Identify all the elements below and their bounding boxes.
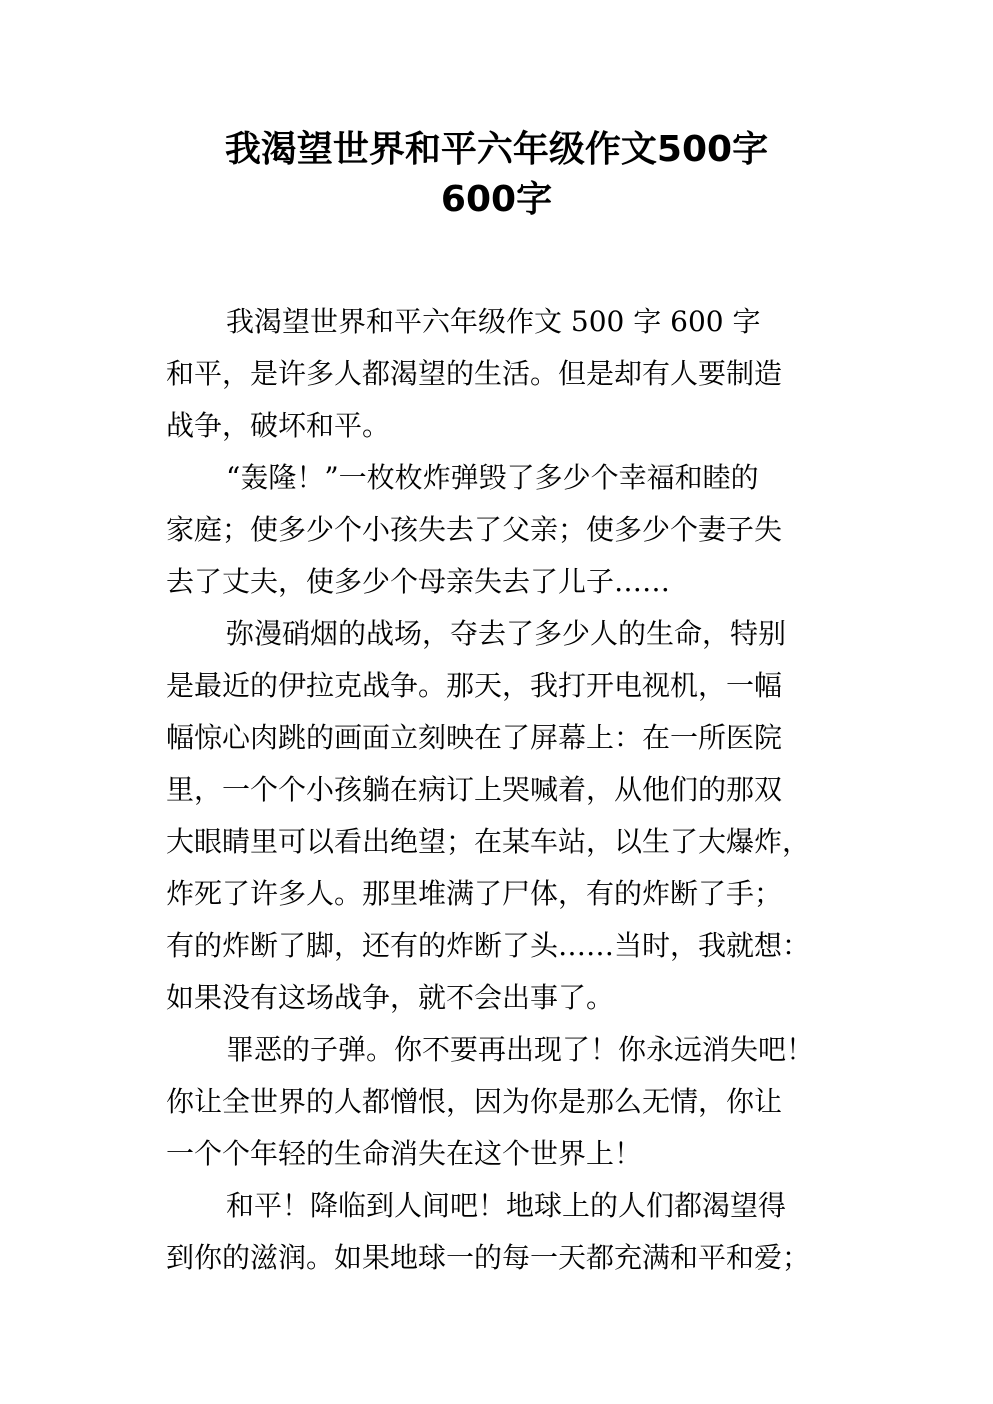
body-line: 如果没有这场战争，就不会出事了。	[166, 981, 615, 1014]
body-line: 家庭；使多少个小孩失去了父亲；使多少个妻子失	[166, 513, 783, 546]
body-line: 去了丈夫，使多少个母亲失去了儿子……	[166, 565, 671, 598]
body-line: 幅惊心肉跳的画面立刻映在了屏幕上：在一所医院	[166, 721, 783, 754]
body-line: 大眼睛里可以看出绝望；在某车站，以生了大爆炸，	[166, 825, 811, 858]
document-body	[166, 296, 836, 1284]
body-line: 弥漫硝烟的战场，夺去了多少人的生命，特别	[226, 617, 787, 650]
body-line: 炸死了许多人。那里堆满了尸体，有的炸断了手；	[166, 877, 783, 910]
document-title-line-2: 600字	[440, 179, 553, 220]
body-line: 是最近的伊拉克战争。那天，我打开电视机，一幅	[166, 669, 783, 702]
body-line: 我渴望世界和平六年级作文 500 字 600 字	[226, 305, 761, 338]
body-line: 一个个年轻的生命消失在这个世界上！	[166, 1137, 643, 1170]
body-line: 和平，是许多人都渴望的生活。但是却有人要制造	[166, 357, 783, 390]
body-line: 你让全世界的人都憎恨，因为你是那么无情，你让	[166, 1085, 783, 1118]
body-line: “轰隆！”一枚枚炸弹毁了多少个幸福和睦的	[226, 461, 759, 494]
body-line: 到你的滋润。如果地球一的每一天都充满和平和爱；	[166, 1241, 811, 1274]
body-line: 战争，破坏和平。	[166, 409, 391, 442]
body-line: 有的炸断了脚，还有的炸断了头……当时，我就想：	[166, 929, 811, 962]
body-line: 罪恶的子弹。你不要再出现了！你永远消失吧！	[226, 1033, 815, 1066]
body-line: 和平！降临到人间吧！地球上的人们都渴望得	[226, 1189, 787, 1222]
body-line: 里，一个个小孩躺在病订上哭喊着，从他们的那双	[166, 773, 783, 806]
document-title-line-1: 我渴望世界和平六年级作文500字	[224, 129, 769, 170]
